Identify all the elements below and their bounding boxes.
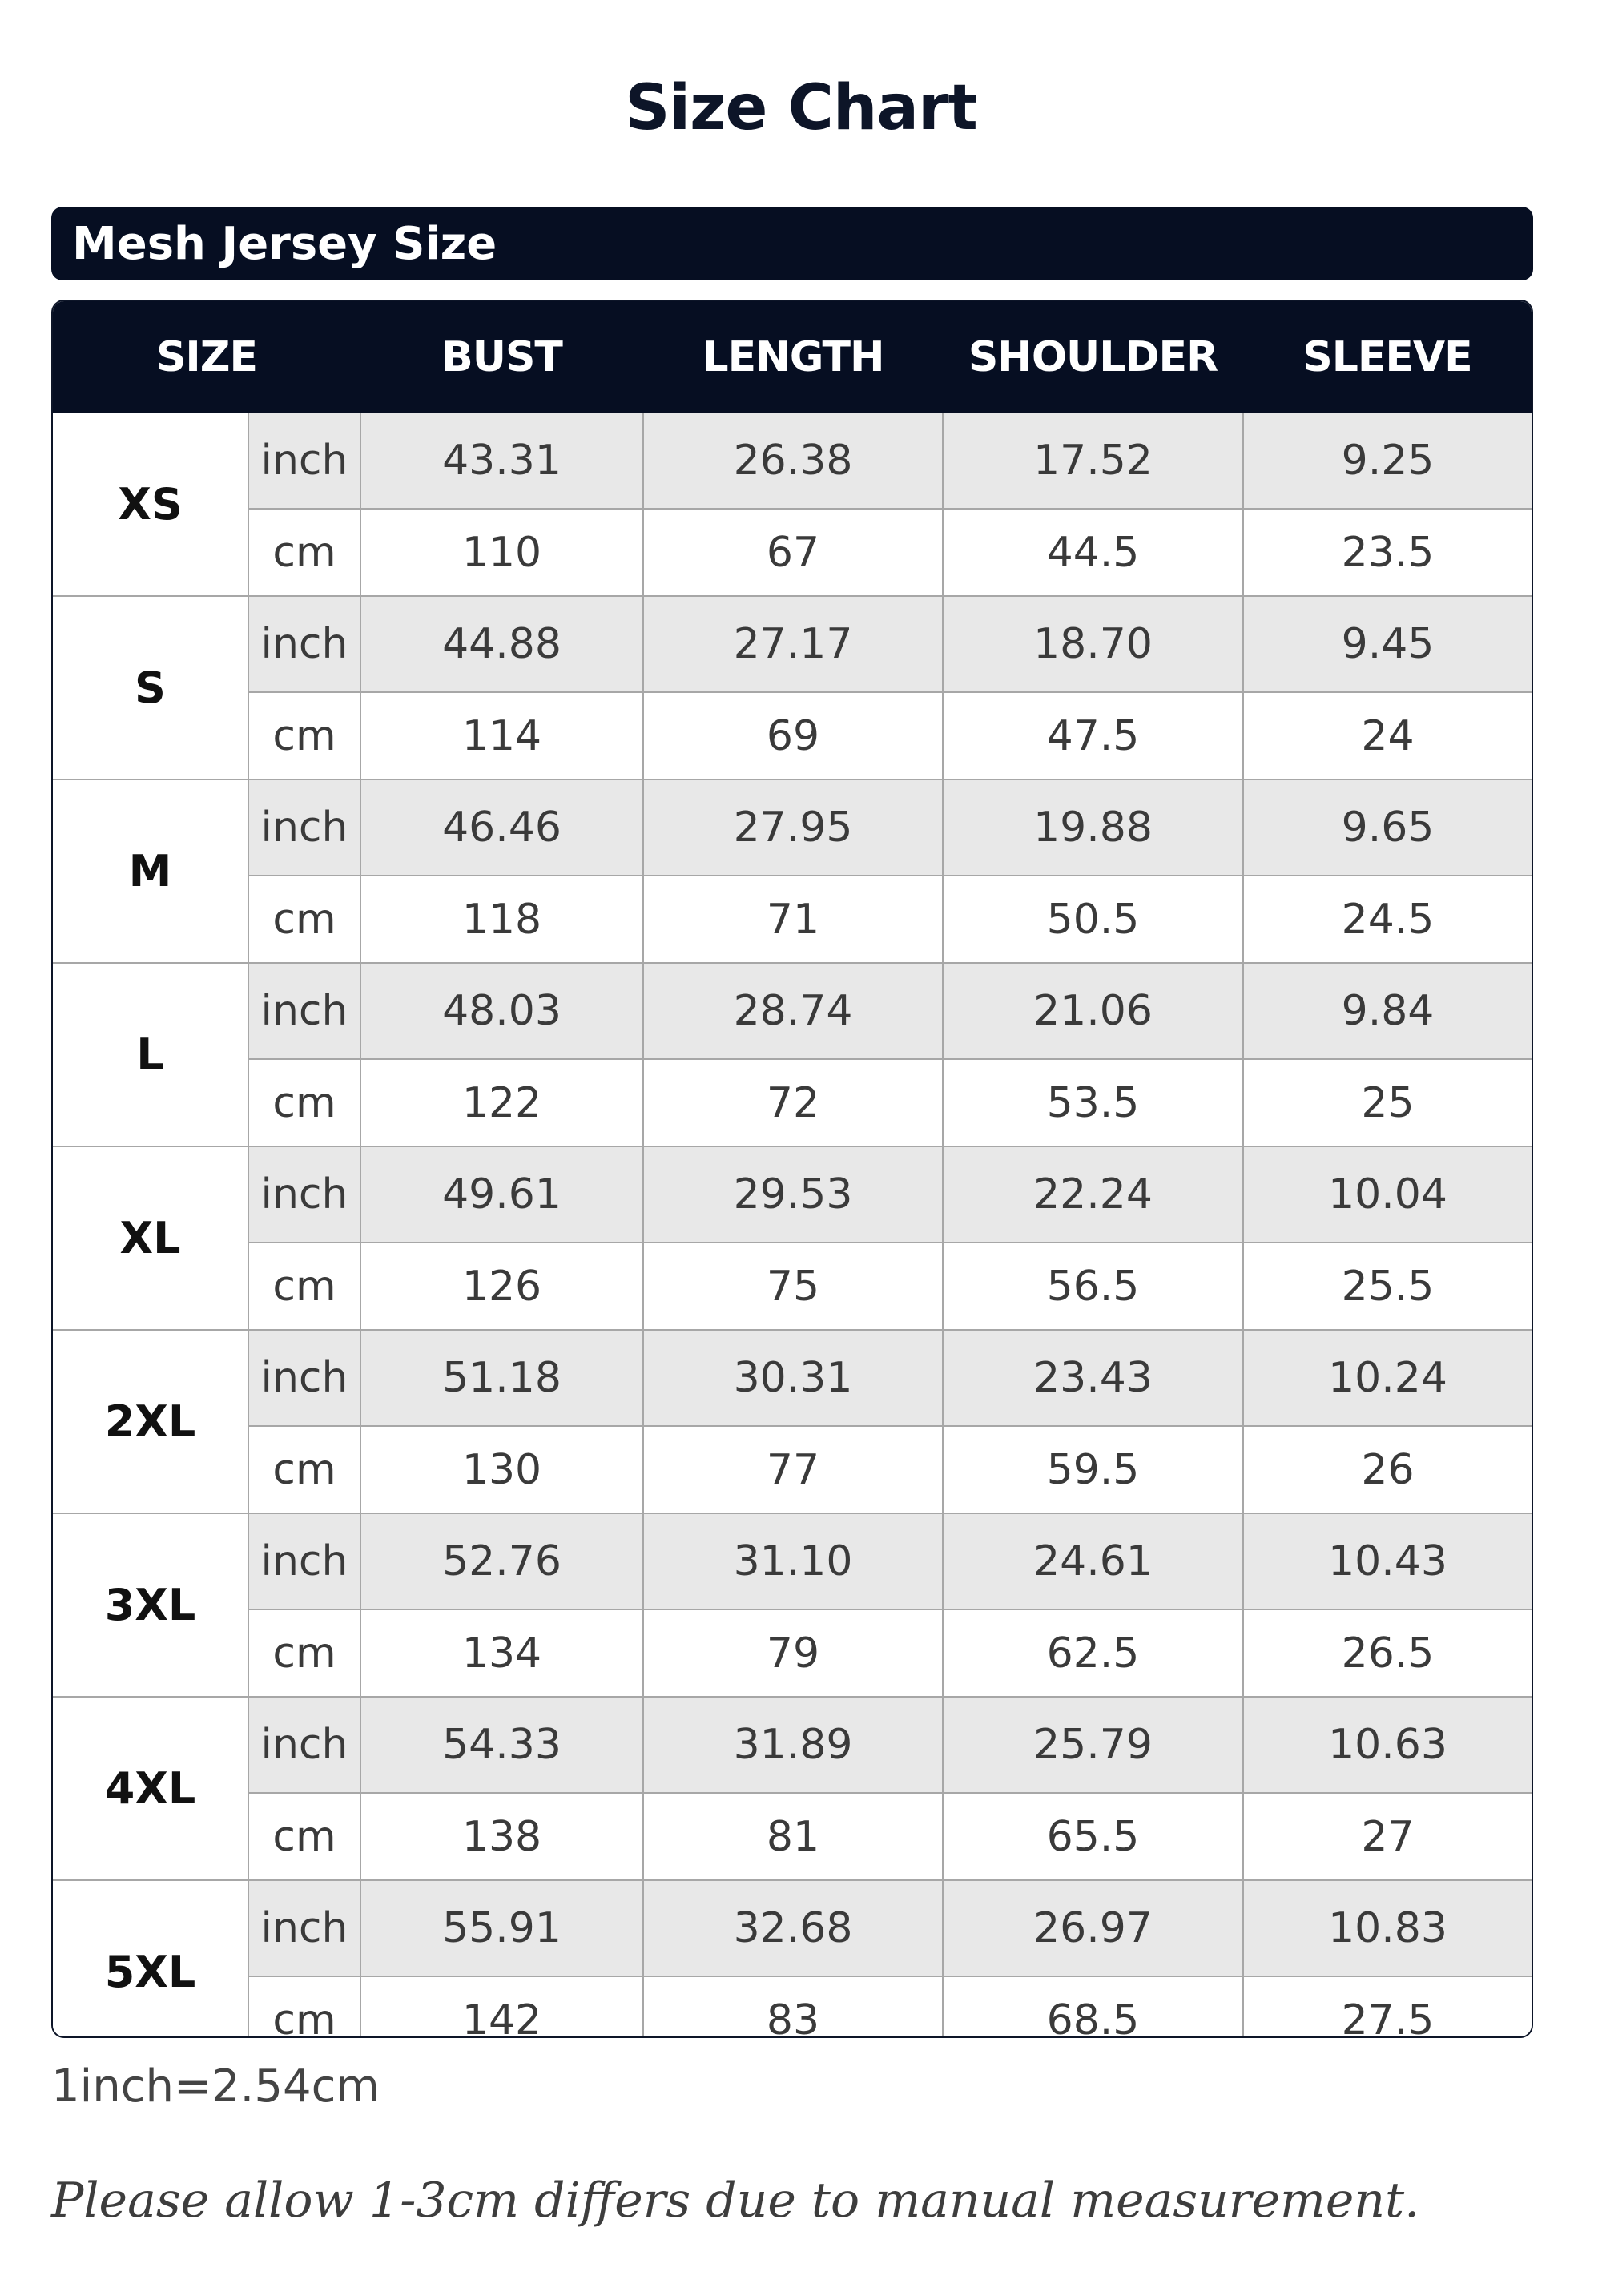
- unit-label-inch: inch: [248, 1513, 360, 1609]
- sleeve-inch-value: 10.04: [1243, 1146, 1532, 1243]
- length-inch-value: 27.17: [643, 596, 943, 692]
- bust-inch-value: 44.88: [360, 596, 643, 692]
- sleeve-inch-value: 9.45: [1243, 596, 1532, 692]
- page-title: Size Chart: [625, 72, 977, 144]
- table-row-inch: [53, 1330, 1532, 1426]
- table-row-inch: [53, 1146, 1532, 1243]
- shoulder-cm-value: 47.5: [943, 692, 1243, 779]
- sleeve-inch-value: 9.65: [1243, 779, 1532, 876]
- unit-label-cm: cm: [248, 509, 360, 596]
- sleeve-cm-value: 25: [1243, 1059, 1532, 1146]
- shoulder-cm-value: 56.5: [943, 1243, 1243, 1330]
- sleeve-cm-value: 27.5: [1243, 1976, 1532, 2038]
- sleeve-inch-value: 10.63: [1243, 1697, 1532, 1793]
- unit-label-cm: cm: [248, 1426, 360, 1513]
- shoulder-inch-value: 22.24: [943, 1146, 1243, 1243]
- unit-label-inch: inch: [248, 1697, 360, 1793]
- disclaimer-note: Please allow 1-3cm differs due to manual measurement.: [51, 2173, 1420, 2229]
- table-row-cm: [53, 1976, 1532, 2038]
- table-row-inch: [53, 963, 1532, 1059]
- unit-label-cm: cm: [248, 1793, 360, 1880]
- unit-label-inch: inch: [248, 413, 360, 509]
- table-row-inch: [53, 596, 1532, 692]
- shoulder-inch-value: 18.70: [943, 596, 1243, 692]
- sleeve-inch-value: 10.43: [1243, 1513, 1532, 1609]
- unit-label-inch: inch: [248, 963, 360, 1059]
- shoulder-cm-value: 44.5: [943, 509, 1243, 596]
- size-label: 2XL: [53, 1330, 248, 1513]
- table-row-cm: [53, 1426, 1532, 1513]
- bust-inch-value: 51.18: [360, 1330, 643, 1426]
- unit-label-cm: cm: [248, 876, 360, 963]
- shoulder-inch-value: 19.88: [943, 779, 1243, 876]
- unit-label-inch: inch: [248, 1880, 360, 1976]
- shoulder-cm-value: 62.5: [943, 1609, 1243, 1697]
- length-cm-value: 75: [643, 1243, 943, 1330]
- sleeve-inch-value: 10.83: [1243, 1880, 1532, 1976]
- bust-inch-value: 52.76: [360, 1513, 643, 1609]
- shoulder-inch-value: 25.79: [943, 1697, 1243, 1793]
- size-label: 4XL: [53, 1697, 248, 1880]
- length-inch-value: 29.53: [643, 1146, 943, 1243]
- bust-cm-value: 114: [360, 692, 643, 779]
- length-inch-value: 28.74: [643, 963, 943, 1059]
- shoulder-inch-value: 17.52: [943, 413, 1243, 509]
- unit-label-cm: cm: [248, 1609, 360, 1697]
- bust-cm-value: 110: [360, 509, 643, 596]
- size-label: M: [53, 779, 248, 963]
- unit-label-inch: inch: [248, 596, 360, 692]
- table-row-cm: [53, 1059, 1532, 1146]
- shoulder-inch-value: 24.61: [943, 1513, 1243, 1609]
- shoulder-cm-value: 59.5: [943, 1426, 1243, 1513]
- section-title: Mesh Jersey Size: [72, 217, 497, 270]
- unit-label-inch: inch: [248, 1330, 360, 1426]
- sleeve-cm-value: 26: [1243, 1426, 1532, 1513]
- shoulder-cm-value: 68.5: [943, 1976, 1243, 2038]
- size-label: L: [53, 963, 248, 1146]
- length-cm-value: 67: [643, 509, 943, 596]
- bust-cm-value: 138: [360, 1793, 643, 1880]
- header-shoulder: SHOULDER: [943, 301, 1243, 413]
- bust-cm-value: 122: [360, 1059, 643, 1146]
- size-table-container: [51, 300, 1533, 2038]
- sleeve-cm-value: 24: [1243, 692, 1532, 779]
- size-label: XS: [53, 413, 248, 596]
- header-length: LENGTH: [643, 301, 943, 413]
- length-inch-value: 30.31: [643, 1330, 943, 1426]
- bust-cm-value: 118: [360, 876, 643, 963]
- shoulder-cm-value: 65.5: [943, 1793, 1243, 1880]
- bust-inch-value: 49.61: [360, 1146, 643, 1243]
- table-row-cm: [53, 692, 1532, 779]
- shoulder-inch-value: 23.43: [943, 1330, 1243, 1426]
- bust-cm-value: 142: [360, 1976, 643, 2038]
- length-cm-value: 83: [643, 1976, 943, 2038]
- shoulder-inch-value: 21.06: [943, 963, 1243, 1059]
- length-inch-value: 31.89: [643, 1697, 943, 1793]
- shoulder-inch-value: 26.97: [943, 1880, 1243, 1976]
- unit-label-inch: inch: [248, 1146, 360, 1243]
- size-table: [53, 301, 1532, 2038]
- length-cm-value: 71: [643, 876, 943, 963]
- bust-cm-value: 130: [360, 1426, 643, 1513]
- length-cm-value: 79: [643, 1609, 943, 1697]
- bust-inch-value: 46.46: [360, 779, 643, 876]
- table-row-cm: [53, 509, 1532, 596]
- unit-label-cm: cm: [248, 692, 360, 779]
- table-header-row: [53, 301, 1532, 413]
- bust-cm-value: 126: [360, 1243, 643, 1330]
- bust-inch-value: 48.03: [360, 963, 643, 1059]
- unit-label-cm: cm: [248, 1976, 360, 2038]
- header-size: SIZE: [53, 301, 360, 413]
- sleeve-inch-value: 9.84: [1243, 963, 1532, 1059]
- sleeve-inch-value: 9.25: [1243, 413, 1532, 509]
- conversion-note: 1inch=2.54cm: [51, 2060, 380, 2113]
- size-label: 3XL: [53, 1513, 248, 1697]
- length-cm-value: 72: [643, 1059, 943, 1146]
- table-row-cm: [53, 1243, 1532, 1330]
- table-row-inch: [53, 779, 1532, 876]
- header-sleeve: SLEEVE: [1243, 301, 1532, 413]
- table-row-inch: [53, 1697, 1532, 1793]
- table-row-cm: [53, 1793, 1532, 1880]
- table-body: [53, 413, 1532, 2038]
- bust-cm-value: 134: [360, 1609, 643, 1697]
- sleeve-cm-value: 26.5: [1243, 1609, 1532, 1697]
- sleeve-cm-value: 27: [1243, 1793, 1532, 1880]
- sleeve-cm-value: 25.5: [1243, 1243, 1532, 1330]
- table-row-cm: [53, 1609, 1532, 1697]
- bust-inch-value: 43.31: [360, 413, 643, 509]
- section-header: [51, 207, 1533, 280]
- size-label: S: [53, 596, 248, 779]
- sleeve-cm-value: 23.5: [1243, 509, 1532, 596]
- length-cm-value: 77: [643, 1426, 943, 1513]
- unit-label-inch: inch: [248, 779, 360, 876]
- unit-label-cm: cm: [248, 1243, 360, 1330]
- length-cm-value: 69: [643, 692, 943, 779]
- table-row-cm: [53, 876, 1532, 963]
- length-cm-value: 81: [643, 1793, 943, 1880]
- bust-inch-value: 55.91: [360, 1880, 643, 1976]
- length-inch-value: 32.68: [643, 1880, 943, 1976]
- length-inch-value: 31.10: [643, 1513, 943, 1609]
- length-inch-value: 26.38: [643, 413, 943, 509]
- size-label: 5XL: [53, 1880, 248, 2038]
- shoulder-cm-value: 50.5: [943, 876, 1243, 963]
- sleeve-inch-value: 10.24: [1243, 1330, 1532, 1426]
- table-row-inch: [53, 413, 1532, 509]
- table-row-inch: [53, 1880, 1532, 1976]
- size-label: XL: [53, 1146, 248, 1330]
- shoulder-cm-value: 53.5: [943, 1059, 1243, 1146]
- sleeve-cm-value: 24.5: [1243, 876, 1532, 963]
- bust-inch-value: 54.33: [360, 1697, 643, 1793]
- length-inch-value: 27.95: [643, 779, 943, 876]
- header-bust: BUST: [360, 301, 643, 413]
- unit-label-cm: cm: [248, 1059, 360, 1146]
- table-row-inch: [53, 1513, 1532, 1609]
